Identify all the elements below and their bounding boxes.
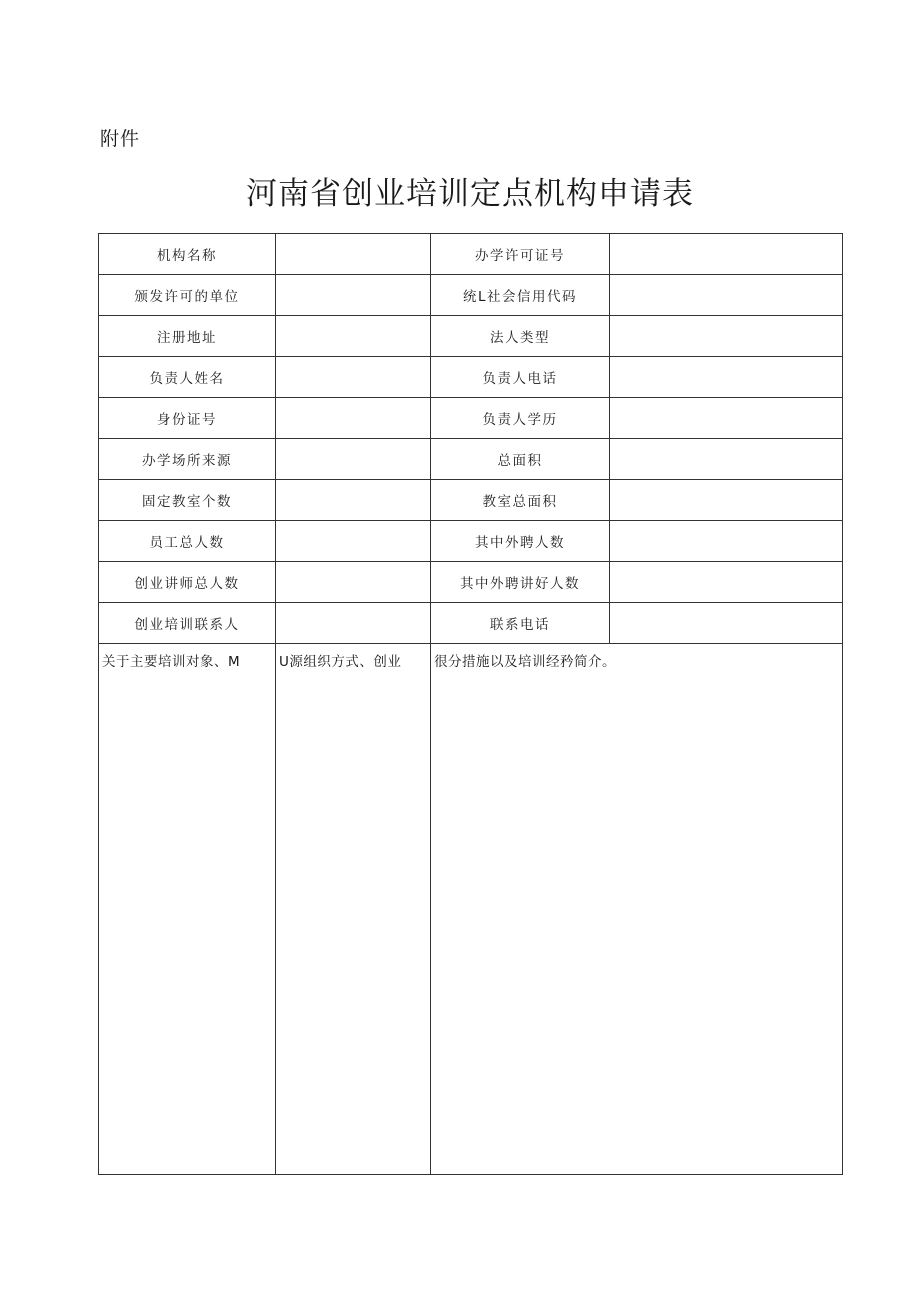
field-label: 总面积 xyxy=(431,439,610,480)
field-input[interactable] xyxy=(610,480,843,521)
form-row xyxy=(99,398,843,439)
field-label: 其中外聘讲好人数 xyxy=(431,562,610,603)
field-label: 法人类型 xyxy=(431,316,610,357)
form-title: 河南省创业培训定点机构申请表 xyxy=(246,176,694,212)
field-label: 联系电话 xyxy=(431,603,610,644)
form-row xyxy=(99,480,843,521)
field-input[interactable] xyxy=(276,398,431,439)
field-label: 创业讲师总人数 xyxy=(99,562,276,603)
field-input[interactable] xyxy=(610,316,843,357)
field-label: 办学场所来源 xyxy=(99,439,276,480)
field-input[interactable] xyxy=(610,562,843,603)
description-text-part3[interactable]: 很分措施以及培训经矜简介。 xyxy=(431,644,843,1175)
field-label: 其中外聘人数 xyxy=(431,521,610,562)
field-label: 负责人电话 xyxy=(431,357,610,398)
field-input[interactable] xyxy=(276,480,431,521)
field-input[interactable] xyxy=(276,521,431,562)
description-row xyxy=(99,644,843,1175)
form-row xyxy=(99,603,843,644)
form-row xyxy=(99,439,843,480)
field-input[interactable] xyxy=(276,234,431,275)
field-input[interactable] xyxy=(276,603,431,644)
attachment-label: 附件 xyxy=(100,128,141,150)
field-input[interactable] xyxy=(276,275,431,316)
form-row xyxy=(99,275,843,316)
application-form-table xyxy=(98,233,843,1175)
form-row xyxy=(99,357,843,398)
field-label: 身份证号 xyxy=(99,398,276,439)
field-input[interactable] xyxy=(610,603,843,644)
field-input[interactable] xyxy=(276,562,431,603)
field-input[interactable] xyxy=(276,439,431,480)
field-input[interactable] xyxy=(610,398,843,439)
form-row xyxy=(99,316,843,357)
form-row xyxy=(99,562,843,603)
field-label: 教室总面积 xyxy=(431,480,610,521)
field-label: 固定教室个数 xyxy=(99,480,276,521)
description-text-part1[interactable]: 关于主要培训对象、M xyxy=(99,644,276,1175)
form-row xyxy=(99,521,843,562)
field-input[interactable] xyxy=(276,316,431,357)
field-label: 办学许可证号 xyxy=(431,234,610,275)
field-label: 负责人姓名 xyxy=(99,357,276,398)
field-label: 统L社会信用代码 xyxy=(431,275,610,316)
field-label: 注册地址 xyxy=(99,316,276,357)
form-row xyxy=(99,234,843,275)
field-input[interactable] xyxy=(610,234,843,275)
field-label: 负责人学历 xyxy=(431,398,610,439)
field-label: 机构名称 xyxy=(99,234,276,275)
field-input[interactable] xyxy=(610,439,843,480)
field-label: 创业培训联系人 xyxy=(99,603,276,644)
description-text-part2[interactable]: U源组织方式、创业 xyxy=(276,644,431,1175)
field-input[interactable] xyxy=(610,357,843,398)
field-input[interactable] xyxy=(610,521,843,562)
field-input[interactable] xyxy=(610,275,843,316)
field-input[interactable] xyxy=(276,357,431,398)
field-label: 颁发许可的单位 xyxy=(99,275,276,316)
field-label: 员工总人数 xyxy=(99,521,276,562)
